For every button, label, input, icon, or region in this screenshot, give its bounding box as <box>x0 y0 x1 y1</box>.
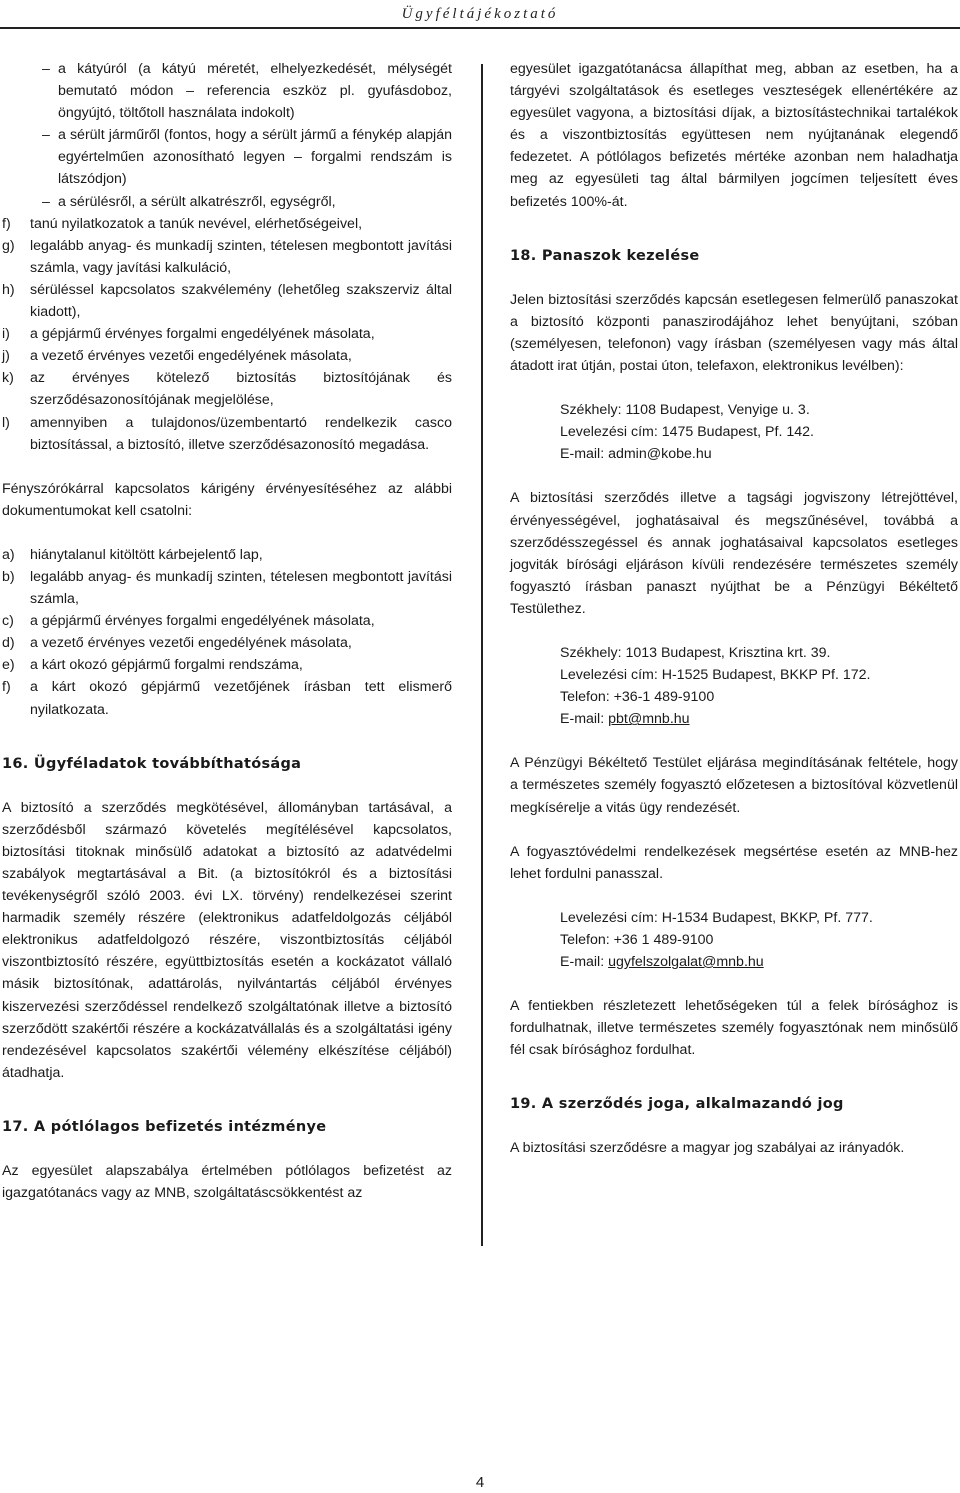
list-item: l) amennyiben a tulajdonos/üzembentartó rendelkezik casco biztosítással, a biztosító, illetve szerződésazonosító megadása. <box>2 414 452 453</box>
pbt-condition-paragraph: A Pénzügyi Békéltető Testület eljárása megindításának feltétele, hogy a természetes személy fogyasztó előzetesen a biztosítóval közvetlenül megkísérelje a vitás ügy rendezését. <box>510 755 958 816</box>
section-17-text: Az egyesület alapszabálya értelmében pótlólagos befizetést az igazgatótanács vagy az MNB, szolgáltatáscsökkentést az <box>2 1163 452 1202</box>
section-16-text: A biztosító a szerződés megkötésével, állományban tartásával, a szerződésből származó követelés megítélésével kapcsolatos, biztosítási titoknak minősülő adatokat a biztosító az adatvédelmi szabályok megtartásával a Bit. (a biztosítókról és a biztosítási tevékenységről szóló 2003. évi LX. törvény) rendelkezései szerint harmadik személy részére (elektronikus adatfeldolgozás céljából elektronikus adatfeldolgozó részére, viszontbiztosítás céljából viszontbiztosító részére, együttbiztosítás esetén a kockázatot vállaló másik biztosítónak, adattárolás, nyilvántartás céljából érvényes kiszervezési szerződéssel rendelkező szolgáltatónak illetve a biztosító szerződött szakértői részére a kockázatvállalás és a szolgáltatási igény rendezésével kapcsolatos szakértői vélemény elkészítése céljából) átadhatja. <box>2 799 452 1081</box>
column-divider <box>481 64 483 1246</box>
pot-befizetes-cont: egyesület igazgatótanácsa állapíthat meg, abban az esetben, ha a tárgyévi szolgáltatások és esetleges veszteségek ellenértékére az egyesület vagyona, a biztosítási díjak, a biztosítástechnikai tartalékok és a viszontbiztosítás együttesen nem nyújtanának elegendő fedezetet. A pótlólagos befizetés mértéke azonban nem haladhatja meg az egyesületi tag által bármilyen jogcímen teljesített éves befizetés 100%-át. <box>510 61 958 210</box>
list-item: b) legalább anyag- és munkadíj szinten, tételesen megbontott javítási számla, <box>2 568 452 608</box>
header-title: Ügyféltájékoztató <box>401 6 559 22</box>
section-19-title: 19. A szerződés joga, alkalmazandó jog <box>510 1096 844 1113</box>
pbt-email-link[interactable]: pbt@mnb.hu <box>608 711 690 728</box>
list-item: f) a kárt okozó gépjármű vezetőjének írásban tett elismerő nyilatkozata. <box>2 679 452 718</box>
section-18-title: 18. Panaszok kezelése <box>510 247 700 264</box>
page-number: 4 <box>475 1474 485 1491</box>
pbt-paragraph: A biztosítási szerződés illetve a tagsági jogviszony létrejöttével, érvényességével, joghatásaival és megszűnésével, továbbá a szerződésszegéssel és annak joghatásaival kapcsolatos esetleges jogviták bírósági eljáráson kívüli rendezésére természetes személy fogyasztó írásban panaszt nyújthat be a Pénzügyi Békéltető Testülethez. <box>510 490 958 617</box>
list-item: e) a kárt okozó gépjármű forgalmi rendszáma, <box>2 657 303 674</box>
list-item: a) hiánytalanul kitöltött kárbejelentő lap, <box>2 546 263 563</box>
dash-item: – a kátyúról (a kátyú méretét, elhelyezkedését, mélységét bemutató módon – referencia eszköz pl. gyufásdoboz, öngyújtó, töltőtoll használata indokolt) <box>42 61 452 122</box>
court-paragraph: A fentiekben részletezett lehetőségeken túl a felek bírósághoz is fordulhatnak, illetve természetes személy fogyasztónak nem minősülő fél csak bírósághoz fordulhat. <box>510 998 958 1059</box>
header-rule <box>0 27 960 29</box>
panasz-paragraph: Jelen biztosítási szerződés kapcsán esetlegesen felmerülő panaszokat a biztosító központi panaszirodájához lehet benyújtani, szóban (személyesen, telefonon) vagy írásban (személyesen vagy más által átadott irat útján, postai úton, telefaxon, elektronikus levélben): <box>510 291 958 375</box>
list-item: j) a vezető érvényes vezetői engedélyének másolata, <box>2 348 352 365</box>
fenyszoro-intro: Fényszórókárral kapcsolatos kárigény érvényesítéséhez az alábbi dokumentumokat kell csatolni: <box>2 480 452 519</box>
list-item: d) a vezető érvényes vezetői engedélyének másolata, <box>2 635 352 652</box>
mnb-paragraph: A fogyasztóvédelmi rendelkezések megsértése esetén az MNB-hez lehet fordulni panasszal. <box>510 843 958 882</box>
right-column <box>510 58 958 1160</box>
list-item: k) az érvényes kötelező biztosítás biztosítójának és szerződésazonosítójának megjelölése, <box>2 370 452 409</box>
applicable-law-paragraph: A biztosítási szerződésre a magyar jog szabályai az irányadók. <box>510 1140 905 1157</box>
dash-item: – a sérülésről, a sérült alkatrészről, egységről, <box>42 193 336 210</box>
address-block-mnb: Levelezési cím: H-1534 Budapest, BKKP, Pf. 777. Telefon: +36 1 489-9100 E-mail: ugyfelszolgalat@mnb.hu <box>560 909 873 970</box>
address-block-pbt: Székhely: 1013 Budapest, Krisztina krt. 39. Levelezési cím: H-1525 Budapest, BKKP Pf. 172. Telefon: +36-1 489-9100 E-mail: pbt@mnb.hu <box>560 644 871 728</box>
address-block-kobe: Székhely: 1108 Budapest, Venyige u. 3. Levelezési cím: 1475 Budapest, Pf. 142. E-mail: admin@kobe.hu <box>560 402 814 463</box>
section-16-title: 16. Ügyféladatok továbbíthatósága <box>2 755 302 772</box>
mnb-email-link[interactable]: ugyfelszolgalat@mnb.hu <box>608 954 764 970</box>
list-item: c) a gépjármű érvényes forgalmi engedélyének másolata, <box>2 613 375 630</box>
list-item: h) sérüléssel kapcsolatos szakvélemény (lehetőleg szakszerviz által kiadott), <box>2 281 452 321</box>
section-17-title: 17. A pótlólagos befizetés intézménye <box>2 1118 327 1135</box>
list-item: i) a gépjármű érvényes forgalmi engedélyének másolata, <box>2 326 375 343</box>
list-item: g) legalább anyag- és munkadíj szinten, tételesen megbontott javítási számla, vagy javítási kalkuláció, <box>2 237 452 276</box>
list-item: f) tanú nyilatkozatok a tanúk nevével, elérhetőségeivel, <box>2 215 363 232</box>
dash-item: – a sérült járműről (fontos, hogy a sérült jármű a fénykép alapján egyértelműen azonosítható legyen – forgalmi rendszám is látszódjon) <box>42 127 452 188</box>
left-column <box>2 58 452 1204</box>
